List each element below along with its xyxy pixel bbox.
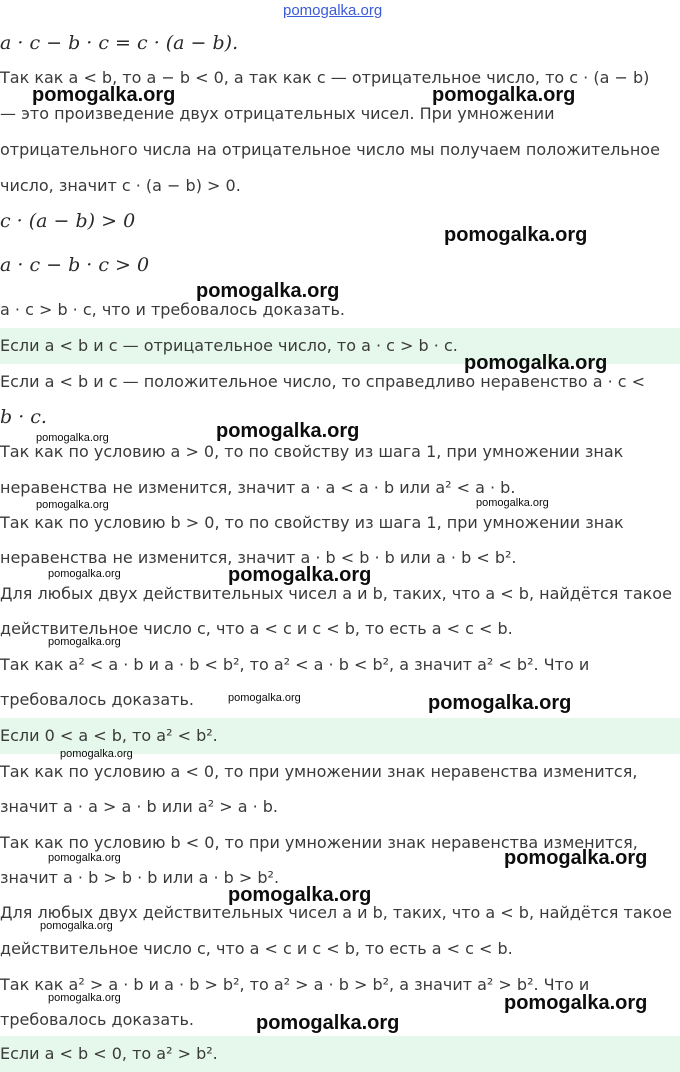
watermark-small: pomogalka.org xyxy=(48,636,121,648)
watermark-small: pomogalka.org xyxy=(60,748,133,760)
watermark-small: pomogalka.org xyxy=(48,852,121,864)
text-line: Если a < b и c — положительное число, то справедливо неравенство a · c < xyxy=(0,372,646,391)
text-line: Так как по условию a < 0, то при умножении знак неравенства изменится, xyxy=(0,762,638,781)
text-line: Так как по условию b < 0, то при умножении знак неравенства изменится, xyxy=(0,833,638,852)
text-line: — это произведение двух отрицательных чисел. При умножении xyxy=(0,104,555,123)
conclusion-highlight: Если a < b < 0, то a² > b². xyxy=(0,1036,680,1072)
text-line: требовалось доказать. xyxy=(0,690,195,709)
text-line: a · c > b · c, что и требовалось доказать. xyxy=(0,300,345,319)
watermark-small: pomogalka.org xyxy=(228,692,301,704)
watermark-small: pomogalka.org xyxy=(36,432,109,444)
text-line: отрицательного числа на отрицательное число мы получаем положительное xyxy=(0,140,660,159)
watermark-small: pomogalka.org xyxy=(36,499,109,511)
text-line: Так как a < b, то a − b < 0, а так как c — отрицательное число, то c · (a − b) xyxy=(0,68,650,87)
watermark: pomogalka.org xyxy=(504,992,648,1014)
watermark: pomogalka.org xyxy=(32,84,176,106)
text-line: действительное число c, что a < c и c < b, то есть a < c < b. xyxy=(0,619,513,638)
text-line: неравенства не изменится, значит a · b < b · b или a · b < b². xyxy=(0,548,517,567)
watermark-small: pomogalka.org xyxy=(476,497,549,509)
text-line: значит a · a > a · b или a² > a · b. xyxy=(0,797,278,816)
conclusion-highlight: Если a < b и c — отрицательное число, то a · c > b · c. xyxy=(0,328,680,364)
watermark: pomogalka.org xyxy=(464,352,608,374)
text-line: Так как a² > a · b и a · b > b², то a² > a · b > b², а значит a² > b². Что и xyxy=(0,975,590,994)
watermark: pomogalka.org xyxy=(216,420,360,442)
watermark: pomogalka.org xyxy=(196,280,340,302)
watermark: pomogalka.org xyxy=(228,884,372,906)
text-line: Так как a² < a · b и a · b < b², то a² < a · b < b², а значит a² < b². Что и xyxy=(0,655,590,674)
conclusion-highlight: Если 0 < a < b, то a² < b². xyxy=(0,718,680,754)
text-line: a · c − b · c = c · (a − b). xyxy=(0,32,239,54)
text-line: a · c − b · c > 0 xyxy=(0,254,150,276)
text-line: Так как по условию a > 0, то по свойству из шага 1, при умножении знак xyxy=(0,442,624,461)
text-line: c · (a − b) > 0 xyxy=(0,210,136,232)
watermark-small: pomogalka.org xyxy=(48,992,121,1004)
text-line: Для любых двух действительных чисел a и b, таких, что a < b, найдётся такое xyxy=(0,903,672,922)
text-line: неравенства не изменится, значит a · a < a · b или a² < a · b. xyxy=(0,478,516,497)
watermark: pomogalka.org xyxy=(428,692,572,714)
watermark: pomogalka.org xyxy=(432,84,576,106)
watermark: pomogalka.org xyxy=(256,1012,400,1034)
watermark-small: pomogalka.org xyxy=(48,568,121,580)
text-line: Так как по условию b > 0, то по свойству из шага 1, при умножении знак xyxy=(0,513,624,532)
text-line: действительное число c, что a < c и c < b, то есть a < c < b. xyxy=(0,939,513,958)
text-line: число, значит c · (a − b) > 0. xyxy=(0,176,241,195)
text-line: значит a · b > b · b или a · b > b². xyxy=(0,868,280,887)
text-line: Для любых двух действительных чисел a и b, таких, что a < b, найдётся такое xyxy=(0,584,672,603)
top-watermark[interactable]: pomogalka.org xyxy=(283,2,383,19)
text-line: b · c. xyxy=(0,406,47,428)
watermark-small: pomogalka.org xyxy=(40,920,113,932)
watermark: pomogalka.org xyxy=(228,564,372,586)
watermark: pomogalka.org xyxy=(504,847,648,869)
watermark: pomogalka.org xyxy=(444,224,588,246)
text-line: требовалось доказать. xyxy=(0,1010,195,1029)
